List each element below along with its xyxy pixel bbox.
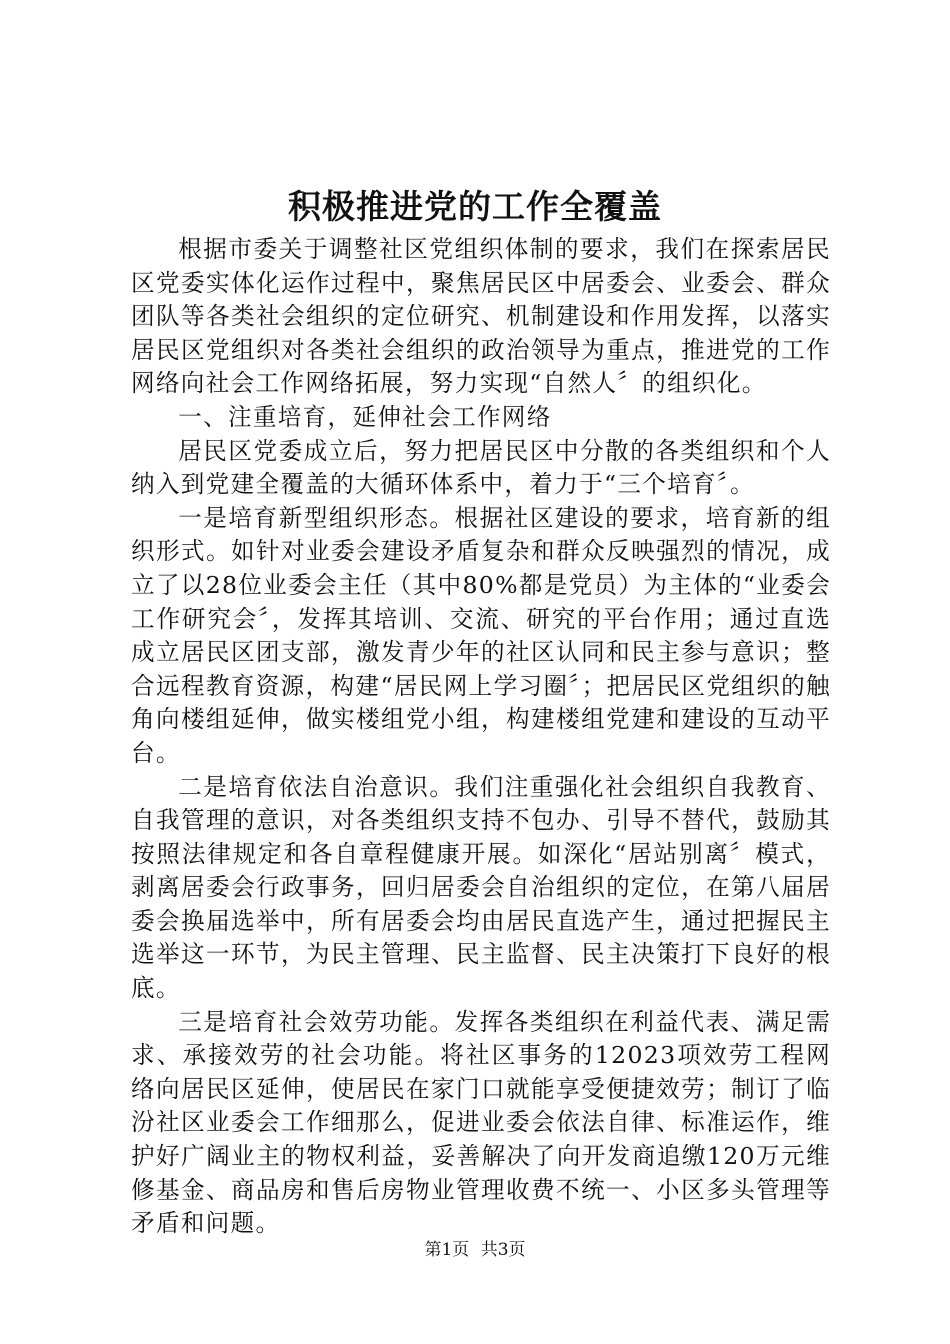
section-heading: 一、注重培育，延伸社会工作网络 — [178, 402, 552, 431]
page-number: 第1页 — [424, 1240, 470, 1260]
page-total: 共3页 — [480, 1240, 526, 1260]
paragraph: 一是培育新型组织形态。根据社区建设的要求，培育新的组织形式。如针对业委会建设矛盾复杂和群众反映强烈的情况，成立了以28位业委会主任（其中80%都是党员）为主体的“业委会工作研究会〞，发挥其培训、交流、研究的平台作用；通过直选成立居民区团支部，激发青少年的社区认同和民主参与意识；整合远程教育资源，构建“居民网上学习圈〞；把居民区党组织的触角向楼组延伸，做实楼组党小组，构建楼组党建和建设的互动平台。 — [131, 503, 831, 767]
paragraph: 二是培育依法自治意识。我们注重强化社会组织自我教育、自我管理的意识，对各类组织支持不包办、引导不替代，鼓励其按照法律规定和各自章程健康开展。如深化“居站别离〞模式，剥离居委会行政事务，回归居委会自治组织的定位，在第八届居委会换届选举中，所有居委会均由居民直选产生，通过把握民主选举这一环节，为民主管理、民主监督、民主决策打下良好的根底。 — [131, 772, 831, 1003]
document-body — [131, 233, 831, 1241]
document-title: 积极推进党的工作全覆盖 — [288, 187, 662, 226]
page-footer — [0, 1238, 950, 1262]
paragraph: 三是培育社会效劳功能。发挥各类组织在利益代表、满足需求、承接效劳的社会功能。将社区事务的12023项效劳工程网络向居民区延伸，使居民在家门口就能享受便捷效劳；制订了临汾社区业委会工作细那么，促进业委会依法自律、标准运作，维护好广阔业主的物权利益，妥善解决了向开发商追缴120万元维修基金、商品房和售后房物业管理收费不统一、小区多头管理等矛盾和问题。 — [131, 1007, 831, 1238]
paragraph-intro: 根据市委关于调整社区党组织体制的要求，我们在探索居民区党委实体化运作过程中，聚焦居民区中居委会、业委会、群众团队等各类社会组织的定位研究、机制建设和作用发挥，以落实居民区党组织对各类社会组织的政治领导为重点，推进党的工作网络向社会工作网络拓展，努力实现“自然人〞的组织化。 — [131, 235, 831, 398]
paragraph: 居民区党委成立后，努力把居民区中分散的各类组织和个人纳入到党建全覆盖的大循环体系中，着力于“三个培育〞。 — [131, 436, 831, 499]
